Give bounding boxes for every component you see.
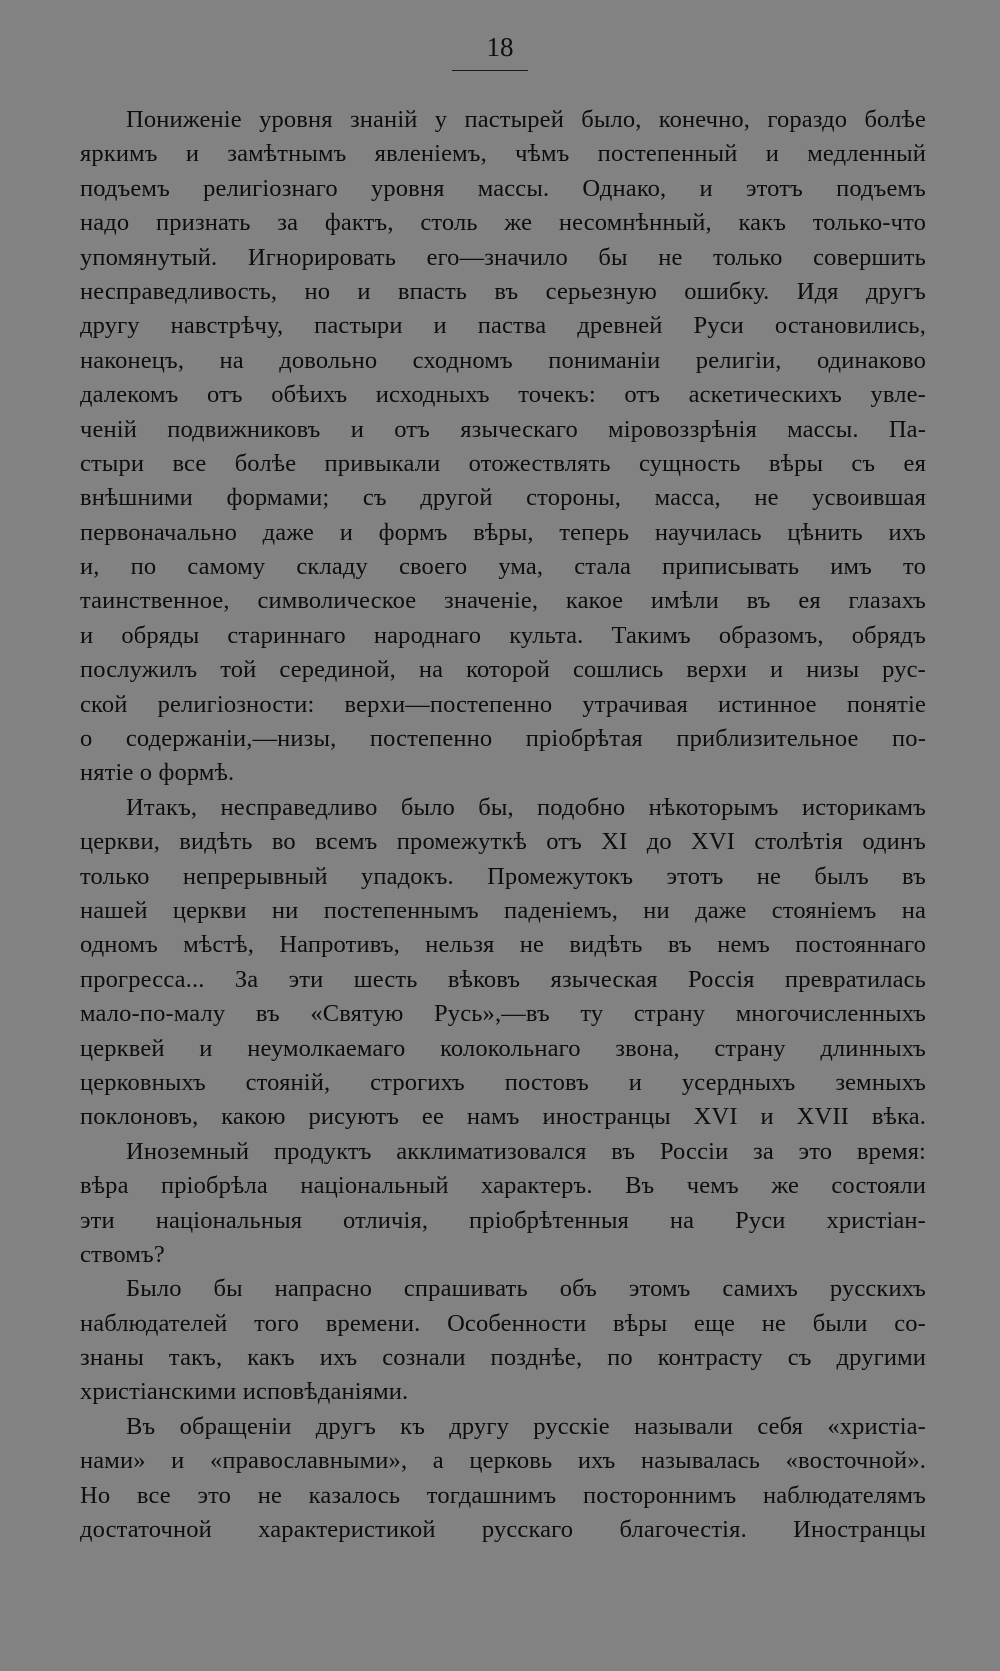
text-line: другу навстрѣчу, пастыри и паства древней Руси остановились, <box>80 312 926 340</box>
text-line: надо признать за фактъ, столь же несомнѣнный, какъ только-что <box>80 209 926 237</box>
text-line: Но все это не казалось тогдашнимъ постороннимъ наблюдателямъ <box>80 1481 926 1509</box>
text-line: стыри все болѣе привыкали отожествлять сущность вѣры съ ея <box>80 449 926 477</box>
text-line: первоначально даже и формъ вѣры, теперь научилась цѣнить ихъ <box>80 518 926 546</box>
text-line: одномъ мѣстѣ, Напротивъ, нельзя не видѣть въ немъ постояннаго <box>80 931 926 959</box>
text-line: прогресса... За эти шесть вѣковъ языческая Россiя превратилась <box>80 965 926 993</box>
page-number-rule <box>452 70 528 71</box>
text-line: Было бы напрасно спрашивать объ этомъ самихъ русскихъ <box>126 1275 926 1303</box>
text-line: и, по самому складу своего ума, стала приписывать имъ то <box>80 553 926 581</box>
text-line: только непрерывный упадокъ. Промежутокъ этотъ не былъ въ <box>80 862 926 890</box>
text-line: о содержанiи,—низы, постепенно прiобрѣтая приблизительное по- <box>80 725 926 753</box>
text-line: нятiе о формѣ. <box>80 759 235 787</box>
text-line: христiанскими исповѣданiями. <box>80 1378 409 1406</box>
text-line: ской религiозности: верхи—постепенно утрачивая истинное понятiе <box>80 690 926 718</box>
text-line: и обряды стариннаго народнаго культа. Такимъ образомъ, обрядъ <box>80 621 926 649</box>
text-line: нашей церкви ни постепеннымъ паденiемъ, ни даже стоянiемъ на <box>80 896 926 924</box>
text-line: подъемъ религiознаго уровня массы. Однако, и этотъ подъемъ <box>80 174 926 202</box>
text-line: несправедливость, но и впасть въ серьезную ошибку. Идя другъ <box>80 277 926 305</box>
text-line: церквей и неумолкаемаго колокольнаго звона, страну длинныхъ <box>80 1034 926 1062</box>
text-line: наблюдателей того времени. Особенности вѣры еще не были со- <box>80 1309 926 1337</box>
text-line: эти нацiональныя отличiя, прiобрѣтенныя на Руси христiан- <box>80 1206 926 1234</box>
text-line: яркимъ и замѣтнымъ явленiемъ, чѣмъ постепенный и медленный <box>80 140 926 168</box>
text-line: достаточной характеристикой русскаго благочестiя. Иностранцы <box>80 1516 926 1544</box>
text-line: Иноземный продуктъ акклиматизовался въ Россiи за это время: <box>126 1137 926 1165</box>
text-line: нами» и «православными», а церковь ихъ называлась «восточной». <box>80 1447 926 1475</box>
body-text <box>80 103 926 1547</box>
text-line: таинственное, символическое значенiе, какое имѣли въ ея глазахъ <box>80 587 926 615</box>
text-line: внѣшними формами; съ другой стороны, масса, не усвоившая <box>80 484 926 512</box>
text-line: упомянутый. Игнорировать его—значило бы не только совершить <box>80 243 926 271</box>
text-line: ченiй подвижниковъ и отъ языческаго мiровоззрѣнiя массы. Па- <box>80 415 926 443</box>
text-line: Итакъ, несправедливо было бы, подобно нѣкоторымъ историкамъ <box>126 793 926 821</box>
text-line: знаны такъ, какъ ихъ сознали позднѣе, по контрасту съ другими <box>80 1344 926 1372</box>
text-line: ствомъ? <box>80 1240 165 1268</box>
text-line: церковныхъ стоянiй, строгихъ постовъ и усердныхъ земныхъ <box>80 1068 926 1096</box>
text-line: церкви, видѣть во всемъ промежуткѣ отъ XI до XVI столѣтiя одинъ <box>80 828 926 856</box>
text-line: далекомъ отъ обѣихъ исходныхъ точекъ: отъ аскетическихъ увле- <box>80 381 926 409</box>
text-line: наконецъ, на довольно сходномъ пониманiи религiи, одинаково <box>80 346 926 374</box>
page-number: 18 <box>486 32 514 62</box>
text-line: вѣра прiобрѣла нацiональный характеръ. Въ чемъ же состояли <box>80 1172 926 1200</box>
text-line: мало-по-малу въ «Святую Русь»,—въ ту страну многочисленныхъ <box>80 1000 926 1028</box>
text-line: Пониженiе уровня знанiй у пастырей было, конечно, гораздо болѣе <box>126 106 926 133</box>
text-line: поклоновъ, какою рисуютъ ее намъ иностранцы XVI и XVII вѣка. <box>80 1103 926 1131</box>
text-line: послужилъ той серединой, на которой сошлись верхи и низы рус- <box>80 656 926 684</box>
text-line: Въ обращенiи другъ къ другу русскiе называли себя «христiа- <box>126 1412 926 1440</box>
